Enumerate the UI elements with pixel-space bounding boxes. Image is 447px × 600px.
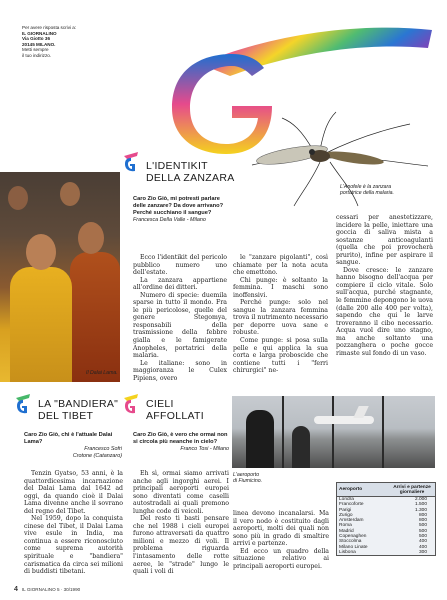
dalai-lama-photo (0, 172, 120, 382)
cieli-question: Caro Zio Giò, è vero che ormai non si circola più neanche in cielo? Franco Tosi - Milano (133, 432, 229, 452)
cieli-column-1: Eh sì, ormai siamo arrivati anche agli ingorghi aerei. I principali aeroporti europei sono diventati come caselli autostradali ai quali premono lunghe code di veicoli. Del resto ti basti pensare che nel 1988 i cieli europei furono attraversati da quattro milioni e mezzo di voli. Il problema riguarda l'intasamento delle rotte aeree, le "strade" lungo le quali i voli di (133, 470, 229, 576)
daily-flights: 800 (418, 518, 427, 524)
tibet-body: Tenzin Gyatso, 53 anni, è la quattordicesima incarnazione del Dalai Lama dal 1642 ad oggi, da quando cioè il Dalai Lama divenne anche il sovrano del regno del Tibet. Nel 1959, dopo la conquista cinese del Tibet, il Dalai Lama vive esule in India, ma continua a essere riconosciuto come suprema autorità spirituale e "bandiera" carismatica da circa sei milioni di buddisti tibetani. (24, 470, 123, 576)
fiumicino-airport-photo (232, 396, 435, 468)
airport-name: Madrid (339, 528, 354, 534)
zanzara-question: Caro Zio Giò, mi potresti parlare delle zanzare? Da dove arrivano? Perché succhiano il sangue? Francesca Della Valle - Milano (133, 196, 224, 223)
airport-name: Londra (339, 497, 354, 502)
airport-name: Francoforte (339, 502, 364, 508)
daily-flights: 400 (418, 544, 427, 550)
page-footer: 4 IL GIORNALINO 5 · 30/1990 (14, 586, 81, 593)
table-body (337, 497, 435, 555)
daily-flights: 300 (418, 549, 427, 555)
table-header: Aeroporto Arrivi e partenze giornaliere (337, 483, 435, 497)
zanzara-title: L'IDENTIKIT DELLA ZANZARA (146, 160, 235, 184)
dalai-lama-caption: Il Dalai Lama. (86, 370, 118, 376)
zanzara-column-3: cessari per anestetizzare, incidere la pelle, iniettare una goccia di saliva mista a sostanze anticoagulanti (quella che poi provocherà prurito), infine per aspirare il sangue. Dove cresce: le zanzare hanno bisogno dell'acqua per compiere il ciclo vitale. Solo sull'acqua, purché stagnante, le femmine depongono le uova (dalle 200 alle 400 per volta), sapendo che qui le larve troveranno il cibo necessario. Acqua vuol dire uno stagno, ma anche soltanto una pozzanghera o poche gocce rimaste sul fondo di un vaso. (336, 214, 433, 357)
mosquito-caption: L'Anofele è la zanzara portatrice della malaria. (340, 184, 394, 197)
airport-name: Zurigo (339, 512, 353, 518)
tibet-title: LA "BANDIERA" DEL TIBET (38, 398, 119, 422)
daily-flights: 1.300 (414, 507, 427, 513)
airport-name: Stoccolma (339, 539, 362, 545)
airport-name: Milano Linate (339, 544, 368, 550)
g-logo-icon (122, 392, 140, 414)
airport-name: Copenaghen (339, 534, 367, 540)
airport-name: Amsterdam (339, 518, 364, 524)
airport-caption: L'aeroporto di Fiumicino. (233, 472, 263, 485)
tibet-question: Caro Zio Giò, chi è l'attuale Dalai Lama? Francesco Sofri Crotone (Catanzaro) (24, 432, 122, 459)
airport-name: Lisbona (339, 549, 356, 555)
airport-name: Roma (339, 523, 352, 529)
g-logo-icon (14, 392, 32, 414)
contact-info: Per avere risposta scrivi a: IL GIORNALINO Via Giotto 36 20145 MILANO. Metti sempre il tuo indirizzo. (22, 25, 77, 58)
g-logo-icon (122, 150, 140, 172)
daily-flights: 500 (418, 528, 427, 534)
table-row (337, 550, 435, 555)
zanzara-column-1: Ecco l'identikit del pericolo pubblico numero uno dell'estate. La zanzara appartiene all'ordine dei ditteri. Numero di specie: duemila sparse in tutto il mondo. Fra le più pericolose, quelle del genere Stegomya, responsabili della trasmissione della febbre gialla e le famigerate Anopheles, portatrici della malaria. Le italiane: sono in maggioranza le Culex Pipiens, overo (133, 254, 227, 382)
airports-table (336, 482, 436, 556)
daily-flights: 500 (418, 523, 427, 529)
daily-flights: 400 (418, 539, 427, 545)
daily-flights: 500 (418, 534, 427, 540)
zanzara-column-2: le "zanzare pigolanti", così chiamate per la nota acuta che emettono. Chi punge: è soltanto la femmina. I maschi sono inoffensivi. Perché punge: solo nel sangue la zanzara femmina trova il nutrimento necessario per deporre uova sane e robuste. Come punge: si posa sulla pelle e qui applica la sua corta e larga proboscide che contiene tutti i "ferri chirurgici" ne- (233, 254, 328, 375)
daily-flights: 1.500 (414, 502, 427, 508)
cieli-title: CIELI AFFOLLATI (146, 398, 204, 422)
daily-flights: 2.000 (414, 497, 427, 502)
airport-name: Parigi (339, 507, 352, 513)
daily-flights: 800 (418, 512, 427, 518)
cieli-column-2: linea devono incanalarsi. Ma il vero nodo è costituito dagli aeroporti, molti dei quali non sono più in grado di smaltire arrivi e partenze. Ed ecco un quadro della situazione relativo ai principali aeroporti europei. (233, 510, 329, 570)
